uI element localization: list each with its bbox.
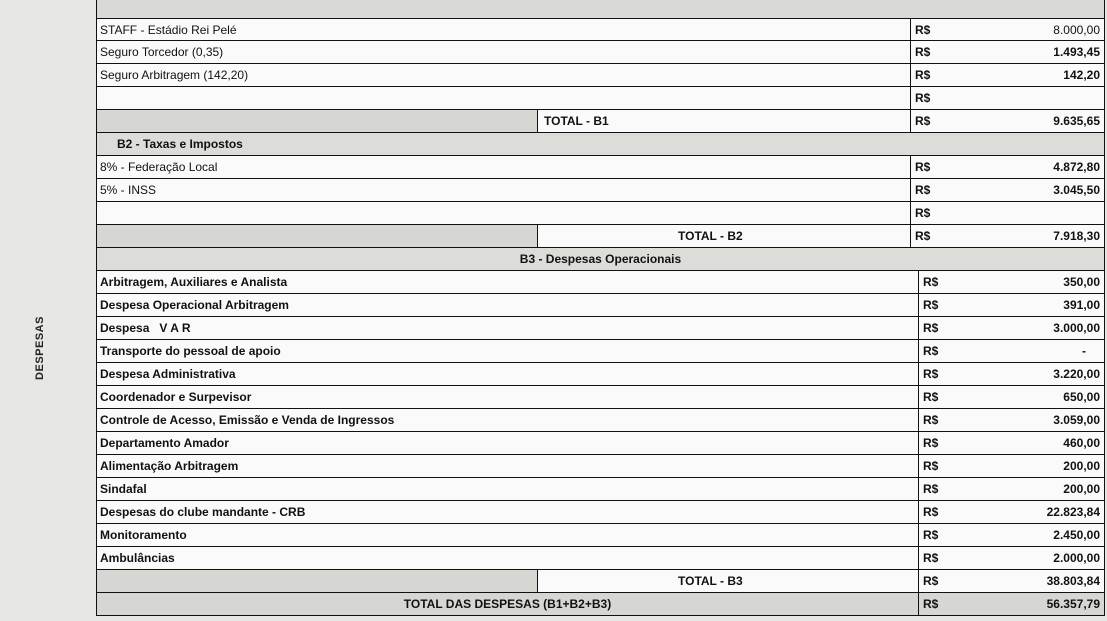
currency-label: R$ [918, 386, 982, 408]
item-description: Coordenador e Surpevisor [100, 390, 252, 404]
item-value: 2.000,00 [1053, 551, 1100, 565]
b3-row [96, 501, 1105, 524]
item-value: 2.450,00 [1053, 528, 1100, 542]
currency-label: R$ [910, 179, 970, 201]
b1-total-value: 9.635,65 [1053, 114, 1100, 128]
b2-row [96, 156, 1105, 179]
item-value: 391,00 [1063, 298, 1100, 312]
currency-label: R$ [918, 478, 982, 500]
item-value: 1.493,45 [1053, 45, 1100, 59]
b3-row [96, 455, 1105, 478]
b3-row [96, 317, 1105, 340]
item-description: Controle de Acesso, Emissão e Venda de Ingressos [100, 413, 395, 427]
item-description: Monitoramento [100, 528, 187, 542]
currency-label: R$ [918, 294, 982, 316]
item-value [970, 87, 1104, 109]
item-description: Despesa Operacional Arbitragem [100, 298, 289, 312]
currency-label: R$ [910, 87, 970, 109]
item-value: 3.045,50 [1053, 183, 1100, 197]
item-description: Despesa V A R [100, 321, 191, 335]
b1-total-label: TOTAL - B1 [537, 110, 910, 132]
item-description: Alimentação Arbitragem [100, 459, 239, 473]
b2-total-row [96, 225, 1105, 248]
b2-row-empty [96, 202, 1105, 225]
b1-row [96, 41, 1105, 64]
currency-label: R$ [910, 156, 970, 178]
despesas-side-label: DESPESAS [34, 316, 46, 380]
item-value: - [1082, 344, 1086, 358]
currency-label: R$ [910, 225, 970, 247]
item-description: Despesas do clube mandante - CRB [100, 505, 306, 519]
item-value: 22.823,84 [1046, 505, 1100, 519]
grand-total-value: 56.357,79 [1046, 597, 1100, 611]
currency-label: R$ [918, 455, 982, 477]
currency-label: R$ [918, 271, 982, 293]
currency-label: R$ [910, 19, 970, 40]
item-description [97, 87, 910, 109]
item-description: Seguro Torcedor (0,35) [100, 45, 224, 59]
item-description: 8% - Federação Local [100, 160, 218, 174]
item-value: 3.059,00 [1053, 413, 1100, 427]
currency-label: R$ [918, 570, 982, 592]
b3-row [96, 478, 1105, 501]
item-description: Despesa Administrativa [100, 367, 236, 381]
b3-row [96, 271, 1105, 294]
currency-label: R$ [918, 547, 982, 569]
item-description: STAFF - Estádio Rei Pelé [100, 22, 237, 37]
currency-label: R$ [918, 432, 982, 454]
b3-row [96, 524, 1105, 547]
item-value: 3.000,00 [1053, 321, 1100, 335]
item-description: Seguro Arbitragem (142,20) [100, 68, 249, 82]
currency-label: R$ [910, 41, 970, 63]
currency-label: R$ [910, 110, 970, 132]
item-description: 5% - INSS [100, 183, 157, 197]
b1-total-row [96, 110, 1105, 133]
currency-label: R$ [918, 524, 982, 546]
b3-total-label: TOTAL - B3 [537, 570, 918, 592]
grand-total-label: TOTAL DAS DESPESAS (B1+B2+B3) [403, 597, 612, 611]
b3-header-row [96, 248, 1105, 271]
item-description: Ambulâncias [100, 551, 175, 565]
item-value: 8.000,00 [1053, 22, 1100, 37]
currency-label: R$ [918, 593, 982, 615]
currency-label: R$ [918, 409, 982, 431]
b3-row [96, 547, 1105, 570]
item-value: 200,00 [1063, 482, 1100, 496]
item-value [970, 202, 1104, 224]
b3-row [96, 386, 1105, 409]
b3-row [96, 294, 1105, 317]
item-description: Departamento Amador [100, 436, 229, 450]
b2-header: B2 - Taxas e Impostos [117, 137, 243, 151]
grey-fill [97, 570, 537, 592]
b3-header: B3 - Despesas Operacionais [519, 252, 682, 266]
b3-total-row [96, 570, 1105, 593]
currency-label: R$ [918, 317, 982, 339]
b2-header-row [96, 133, 1105, 156]
b3-row [96, 340, 1105, 363]
item-value: 460,00 [1063, 436, 1100, 450]
item-description: Sindafal [100, 482, 147, 496]
currency-label: R$ [918, 340, 982, 362]
b2-total-label: TOTAL - B2 [537, 225, 910, 247]
grand-total-row [96, 593, 1105, 616]
item-value: 4.872,80 [1053, 160, 1100, 174]
item-description [97, 202, 910, 224]
grey-fill [97, 225, 537, 247]
b2-row [96, 179, 1105, 202]
currency-label: R$ [918, 501, 982, 523]
currency-label: R$ [910, 64, 970, 86]
item-description: Transporte do pessoal de apoio [100, 344, 281, 358]
b2-total-value: 7.918,30 [1053, 229, 1100, 243]
currency-label: R$ [910, 202, 970, 224]
b1-row [96, 64, 1105, 87]
item-description: Arbitragem, Auxiliares e Analista [100, 275, 288, 289]
b1-row-empty [96, 87, 1105, 110]
item-value: 350,00 [1063, 275, 1100, 289]
grey-fill [97, 110, 537, 132]
b3-row [96, 432, 1105, 455]
expenses-table [96, 0, 1105, 616]
currency-label: R$ [918, 363, 982, 385]
item-value: 200,00 [1063, 459, 1100, 473]
top-strip [96, 0, 1105, 18]
b1-row [96, 18, 1105, 41]
b3-row [96, 409, 1105, 432]
b3-row [96, 363, 1105, 386]
item-value: 650,00 [1063, 390, 1100, 404]
item-value: 3.220,00 [1053, 367, 1100, 381]
item-value: 142,20 [1063, 68, 1100, 82]
b3-total-value: 38.803,84 [1046, 574, 1100, 588]
